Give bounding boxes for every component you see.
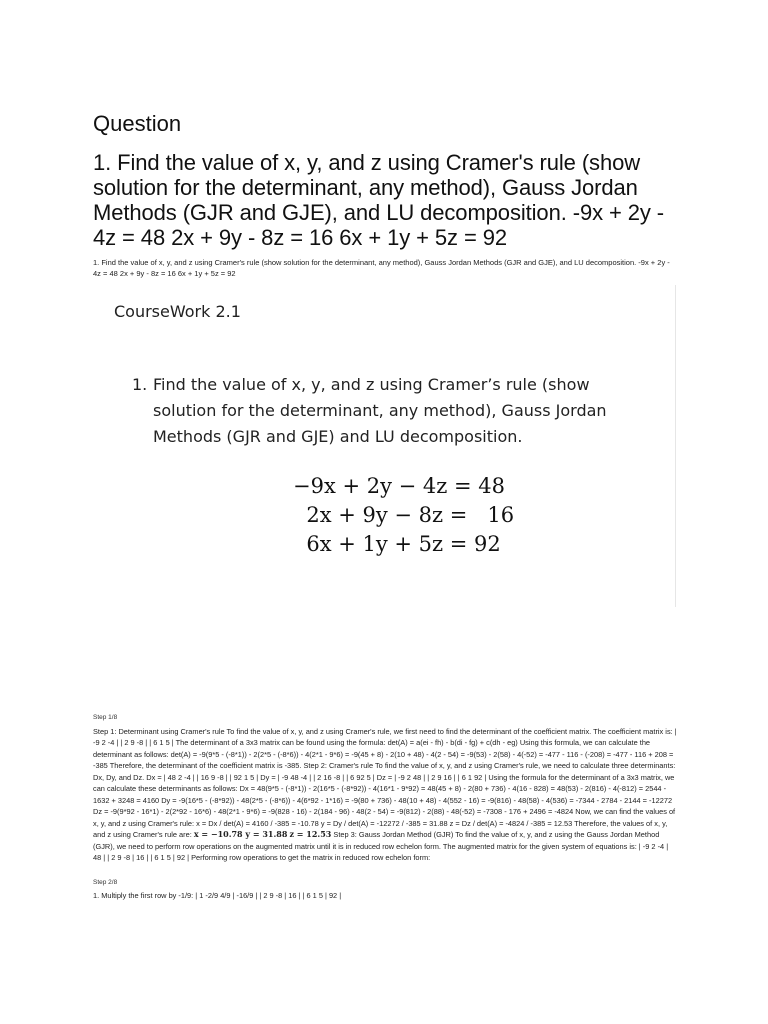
solution-section [93,712,678,902]
equation-system [293,472,514,559]
coursework-item-text: Find the value of x, y, and z using Cramer’s rule (show solution for the determinant, any method), Gauss Jordan Methods (GJR and GJE) and LU decomposition. [153,375,607,446]
step-1-text: Step 1: Determinant using Cramer's rule To find the value of x, y, and z using Cramer's rule, we first need to find the determinant of the coefficient matrix. The coefficient matrix is: | -9 2 -4 | | 2 9 -8 | | 6 1 5 | The determinant of a 3x3 matrix can be found using the formula: det(A) = a(ei - fh) - b(di - fg) + c(dh - eg) Using this formula, we can calculate the determinant as follows: det(A) = -9(9*5 - (-8*1)) - 2(2*5 - (-8*6)) - 4(2*1 - 9*6) = -9(45 + 8) - 2(10 + 48) - 4(2 - 54) = -9(53) - 2(58) - 4(-52) = -477 - 116 - (-208) = -477 - 116 + 208 = -385 Therefore, the determinant of the coefficient matrix is -385. Step 2: Cramer's rule To find the value of x, y, and z using Cramer's rule, we need to calculate three determinants: Dx, Dy, and Dz. Dx = | 48 2 -4 | | 16 9 -8 | | 92 1 5 | Dy = | -9 48 -4 | | 2 16 -8 | | 6 92 5 | Dz = | -9 2 48 | | 2 9 16 | | 6 1 92 | Using the formula for the determinant of a 3x3 matrix, we can calculate these determinants as follows: Dx = 48(9*5 - (-8*1)) - 2(16*5 - (-8*92)) - 4(16*1 - 9*92) = 48(45 + 8) - 2(80 + 736) - 4(16 - 828) = 48(53) - 2(816) - 4(-812) = 2544 - 1632 + 3248 = 4160 Dy = -9(16*5 - (-8*92)) - 48(2*5 - (-8*6)) - 4(6*92 - 1*16) = -9(80 + 736) - 48(10 + 48) - 4(552 - 16) = -9(816) - 48(58) - 4(536) = -7344 - 2784 - 2144 = -12272 Dz = -9(9*92 - 16*1) - 2(2*92 - 16*6) - 48(2*1 - 9*6) = -9(828 - 16) - 2(184 - 96) - 48(2 - 54) = -9(812) - 2(88) - 48(-52) = -7308 - 176 + 2496 = -4824 Now, we can find the values of x, y, and z using Cramer's rule: x = Dx / det(A) = 4160 / -385 = -10.78 y = Dy / det(A) = -12272 / -385 = 31.88 z = Dz / det(A) = -4824 / -385 = 12.53 Therefore, the values of x, y, and z using Cramer's rule are: [93,726,677,839]
step-1-label: Step 1/8 [93,714,118,721]
equation-2: 2x + 9y − 8z = 16 [293,503,515,527]
step-2-text: 1. Multiply the first row by -1/9: | 1 -2/9 4/9 | -16/9 | | 2 9 -8 | 16 | | 6 1 5 | 92 | [93,891,342,900]
coursework-title: CourseWork 2.1 [114,302,241,321]
answer-xy: x = −10.78 y = 31.88 [193,829,288,839]
question-heading: Question [93,111,182,136]
coursework-item-number: 1. [132,375,148,394]
equation-1: −9x + 2y − 4z = 48 [293,474,506,498]
equation-3: 6x + 1y + 5z = 92 [293,532,501,556]
answer-z: z = 12.53 [289,829,332,839]
step-1-body [93,726,678,864]
step-2-label: Step 2/8 [93,878,118,886]
question-title: 1. Find the value of x, y, and z using Cramer's rule (show solution for the determinant, any method), Gauss Jordan Methods (GJR and GJE), and LU decomposition. -9x + 2y - 4z = 48 2x + 9y - 8z = 16 6x + 1y + 5z = 92 [93,150,665,250]
question-text-small: 1. Find the value of x, y, and z using Cramer's rule (show solution for the determinant, any method), Gauss Jordan Methods (GJR and GJE), and LU decomposition. -9x + 2y - 4z = 48 2x + 9y - 8z = 16 6x + 1y + 5z = 92 [93,258,670,278]
step-1-text-continued: Step 3: Gauss Jordan Method (GJR) To find the value of x, y, and z using the Gauss Jordan Method (GJR), we need to perform row operations on the augmented matrix until it is in reduced row echelon form. The augmented matrix for the given system of equations is: | -9 2 -4 | 48 | | 2 9 -8 | 16 | | 6 1 5 | 92 | Performing row operations to get the matrix in reduced row echelon form: [93,830,669,862]
coursework-image [93,285,676,607]
